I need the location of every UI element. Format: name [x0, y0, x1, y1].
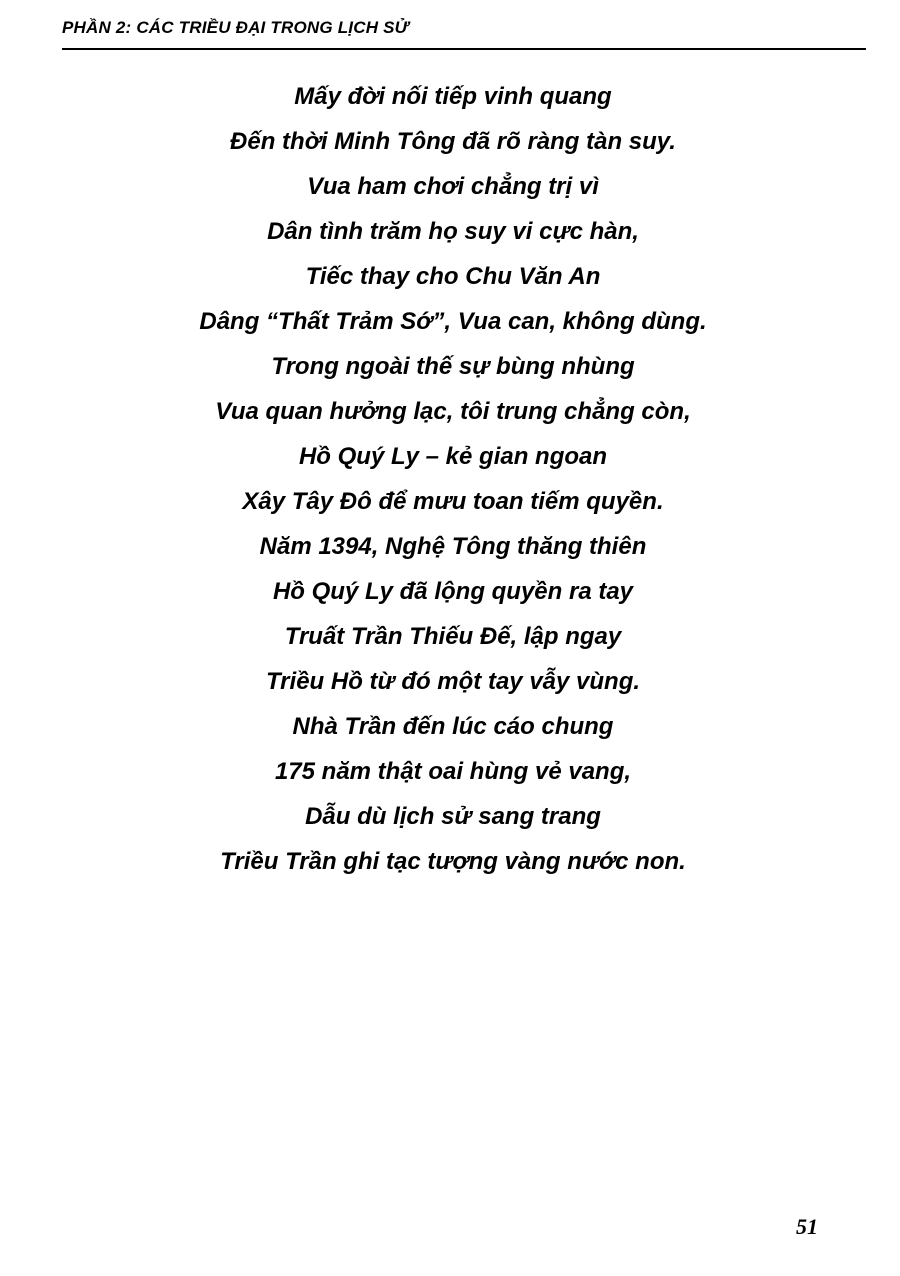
poem-line-8: Vua quan hưởng lạc, tôi trung chẳng còn,: [215, 398, 691, 425]
poem-line-6: Dâng “Thất Trảm Sớ”, Vua can, không dùng.: [199, 308, 707, 335]
header-rule: [62, 48, 866, 50]
poem-line-2: Đến thời Minh Tông đã rõ ràng tàn suy.: [230, 128, 676, 155]
poem-line-14: Triều Hồ từ đó một tay vẫy vùng.: [265, 668, 641, 695]
running-header: PHẦN 2: CÁC TRIỀU ĐẠI TRONG LỊCH SỬ: [62, 18, 409, 37]
poem-line-15: Nhà Trần đến lúc cáo chung: [292, 713, 614, 740]
poem-line-16: 175 năm thật oai hùng vẻ vang,: [274, 758, 632, 785]
poem-line-13: Truất Trần Thiếu Đế, lập ngay: [284, 623, 622, 650]
poem-line-4: Dân tình trăm họ suy vi cực hàn,: [267, 218, 639, 245]
poem-line-7: Trong ngoài thế sự bùng nhùng: [271, 353, 635, 380]
poem-line-12: Hồ Quý Ly đã lộng quyền ra tay: [272, 578, 634, 605]
page-number: 51: [796, 1214, 818, 1239]
poem-line-17: Dẫu dù lịch sử sang trang: [305, 803, 601, 830]
poem-line-10: Xây Tây Đô để mưu toan tiếm quyền.: [242, 488, 664, 515]
poem-line-18: Triều Trần ghi tạc tượng vàng nước non.: [220, 848, 686, 875]
poem-line-1: Mấy đời nối tiếp vinh quang: [294, 83, 612, 110]
poem: [0, 74, 900, 884]
poem-line-3: Vua ham chơi chẳng trị vì: [307, 173, 599, 200]
poem-line-9: Hồ Quý Ly – kẻ gian ngoan: [298, 443, 608, 470]
poem-line-11: Năm 1394, Nghệ Tông thăng thiên: [259, 533, 647, 560]
poem-line-5: Tiếc thay cho Chu Văn An: [305, 263, 601, 290]
